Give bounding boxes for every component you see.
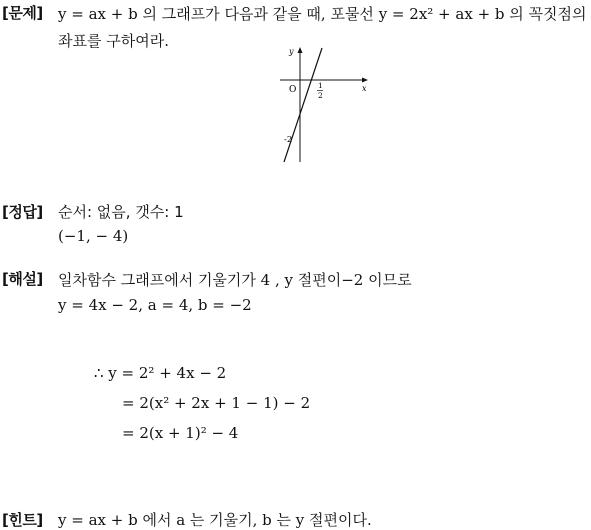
x-axis-arrow-icon [362,78,368,83]
solution-line1: 일차함수 그래프에서 기울기가 4 , y 절편이−2 이므로 [58,271,412,289]
answer-line2: (−1, − 4) [58,227,129,245]
hint-tag: [힌트] [2,511,43,529]
x-intercept-numerator: 1 [318,81,323,90]
problem-statement-line1: y = ax + b 의 그래프가 다음과 같을 때, 포물선 y = 2x² + ax + b 의 꼭짓점의 [58,5,587,23]
y-axis-arrow-icon [298,47,303,53]
solution-step2: = 2(x² + 2x + 1 − 1) − 2 [122,394,311,412]
problem-statement-line2: 좌표를 구하여라. [58,32,169,50]
answer-tag: [정답] [2,203,43,221]
line-graph-figure [276,44,376,168]
solution-line2: y = 4x − 2, a = 4, b = −2 [58,296,252,314]
solution-step3: = 2(x + 1)² − 4 [122,424,239,442]
y-intercept-label: -2 [284,135,293,145]
x-axis-label: x [362,84,367,93]
y-axis-label: y [289,47,294,56]
solution-tag: [해설] [2,270,43,288]
hint-line1: y = ax + b 에서 a 는 기울기, b 는 y 절편이다. [58,511,372,529]
origin-label: O [289,85,297,95]
solution-step1: ∴ y = 2² + 4x − 2 [94,364,227,382]
x-intercept-denominator: 2 [318,91,323,100]
problem-tag: [문제] [2,4,43,22]
answer-line1: 순서: 없음, 갯수: 1 [58,203,184,221]
